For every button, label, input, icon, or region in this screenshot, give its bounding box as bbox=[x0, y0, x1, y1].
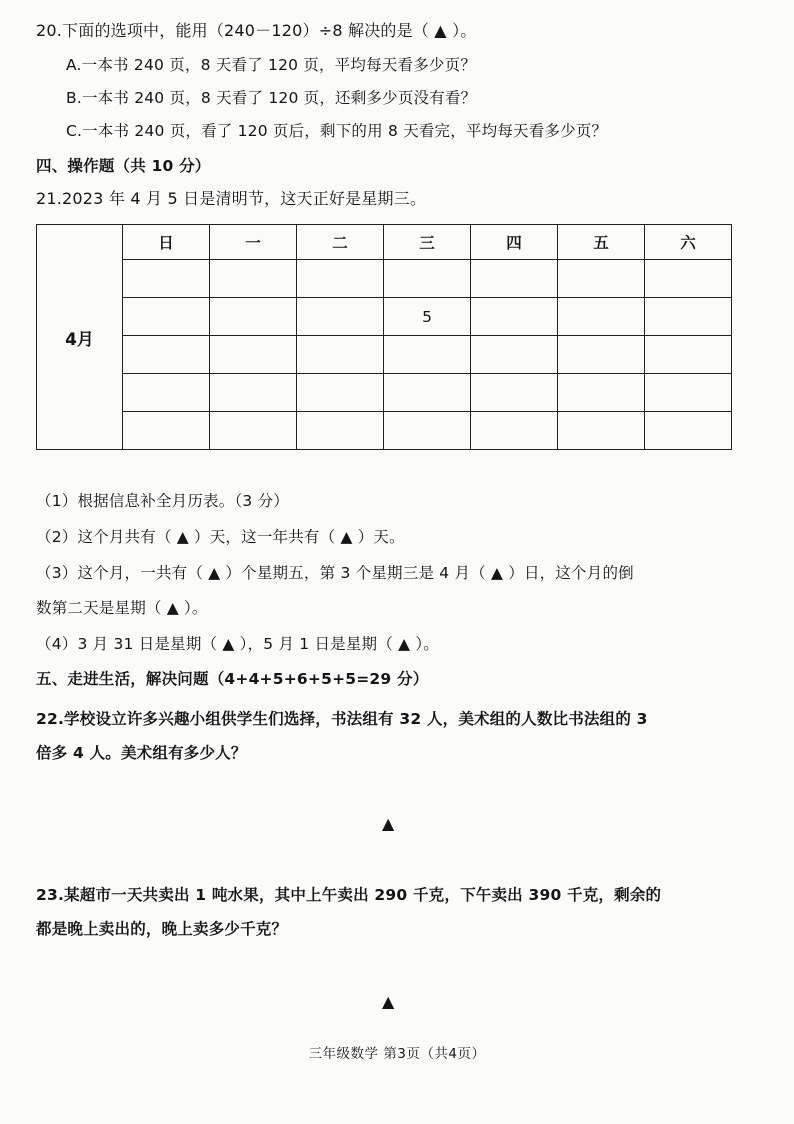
section5-title: 五、走进生活，解决问题（4+4+5+6+5+5=29 分） bbox=[36, 670, 429, 688]
calendar-cell[interactable] bbox=[210, 336, 297, 374]
calendar-cell[interactable] bbox=[123, 412, 210, 450]
calendar-cell[interactable] bbox=[645, 374, 732, 412]
calendar-cell[interactable] bbox=[297, 374, 384, 412]
calendar-cell[interactable] bbox=[471, 336, 558, 374]
calendar-cell[interactable] bbox=[384, 260, 471, 298]
calendar-cell[interactable] bbox=[297, 298, 384, 336]
calendar-cell[interactable] bbox=[297, 260, 384, 298]
calendar-cell[interactable] bbox=[558, 260, 645, 298]
q22-line1: 22.学校设立许多兴趣小组供学生们选择，书法组有 32 人，美术组的人数比书法组的 3 bbox=[36, 710, 648, 728]
q20-option-c: C.一本书 240 页，看了 120 页后，剩下的用 8 天看完，平均每天看多少页？ bbox=[66, 122, 608, 140]
page-footer: 三年级数学 第3页（共4页） bbox=[308, 1046, 486, 1062]
weekday-tue: 二 bbox=[297, 225, 384, 260]
calendar-cell[interactable] bbox=[384, 412, 471, 450]
calendar-cell[interactable] bbox=[123, 298, 210, 336]
april-calendar-table bbox=[36, 224, 732, 450]
calendar-cell-qingming[interactable]: 5 bbox=[384, 298, 471, 336]
calendar-week-row bbox=[37, 298, 732, 336]
calendar-cell[interactable] bbox=[558, 374, 645, 412]
calendar-week-row bbox=[37, 336, 732, 374]
q21-sub3-line1: （3）这个月，一共有（ ▲ ）个星期五，第 3 个星期三是 4 月（ ▲ ）日，这个月的倒 bbox=[36, 564, 634, 582]
weekday-fri: 五 bbox=[558, 225, 645, 260]
calendar-week-row bbox=[37, 260, 732, 298]
calendar-cell[interactable] bbox=[645, 412, 732, 450]
q23-answer-mark[interactable]: ▲ bbox=[382, 992, 395, 1011]
calendar-cell[interactable] bbox=[558, 336, 645, 374]
weekday-sun: 日 bbox=[123, 225, 210, 260]
weekday-sat: 六 bbox=[645, 225, 732, 260]
calendar-cell[interactable] bbox=[297, 336, 384, 374]
calendar-cell[interactable] bbox=[558, 298, 645, 336]
weekday-mon: 一 bbox=[210, 225, 297, 260]
q20-option-a: A.一本书 240 页，8 天看了 120 页，平均每天看多少页？ bbox=[66, 56, 477, 74]
calendar-cell[interactable] bbox=[210, 374, 297, 412]
q23-line1: 23.某超市一天共卖出 1 吨水果，其中上午卖出 290 千克，下午卖出 390 千克，剩余的 bbox=[36, 886, 662, 904]
q20-option-b: B.一本书 240 页，8 天看了 120 页，还剩多少页没有看？ bbox=[66, 89, 477, 107]
calendar-cell[interactable] bbox=[558, 412, 645, 450]
calendar-cell[interactable] bbox=[210, 260, 297, 298]
calendar-cell[interactable] bbox=[471, 412, 558, 450]
calendar-week-row bbox=[37, 374, 732, 412]
calendar-cell[interactable] bbox=[645, 298, 732, 336]
calendar-cell[interactable] bbox=[384, 336, 471, 374]
q23-line2: 都是晚上卖出的，晚上卖多少千克？ bbox=[36, 920, 288, 938]
calendar-cell[interactable] bbox=[645, 260, 732, 298]
calendar-month-label: 4月 bbox=[37, 225, 123, 450]
q21-sub4: （4）3 月 31 日是星期（ ▲ ），5 月 1 日是星期（ ▲ ）。 bbox=[36, 635, 439, 653]
section4-title: 四、操作题（共 10 分） bbox=[36, 157, 211, 175]
q22-answer-mark[interactable]: ▲ bbox=[382, 814, 395, 833]
weekday-wed: 三 bbox=[384, 225, 471, 260]
calendar-cell[interactable] bbox=[297, 412, 384, 450]
calendar-cell[interactable] bbox=[384, 374, 471, 412]
q20-title: 20.下面的选项中，能用（240－120）÷8 解决的是（ ▲ ）。 bbox=[36, 21, 477, 40]
calendar-cell[interactable] bbox=[210, 298, 297, 336]
calendar-cell[interactable] bbox=[471, 260, 558, 298]
calendar-cell[interactable] bbox=[471, 374, 558, 412]
calendar-cell[interactable] bbox=[645, 336, 732, 374]
calendar-cell[interactable] bbox=[123, 260, 210, 298]
q21-sub1: （1）根据信息补全月历表。（3 分） bbox=[36, 492, 290, 510]
calendar-cell[interactable] bbox=[471, 298, 558, 336]
calendar-cell[interactable] bbox=[123, 374, 210, 412]
q21-sub3-line2: 数第二天是星期（ ▲ ）。 bbox=[36, 599, 208, 617]
calendar-week-row bbox=[37, 412, 732, 450]
weekday-thu: 四 bbox=[471, 225, 558, 260]
q21-title: 21.2023 年 4 月 5 日是清明节，这天正好是星期三。 bbox=[36, 189, 427, 208]
q21-sub2: （2）这个月共有（ ▲ ）天，这一年共有（ ▲ ）天。 bbox=[36, 528, 405, 546]
q22-line2: 倍多 4 人。美术组有多少人？ bbox=[36, 744, 247, 762]
calendar-cell[interactable] bbox=[210, 412, 297, 450]
calendar-header-row bbox=[37, 225, 732, 260]
calendar-cell[interactable] bbox=[123, 336, 210, 374]
